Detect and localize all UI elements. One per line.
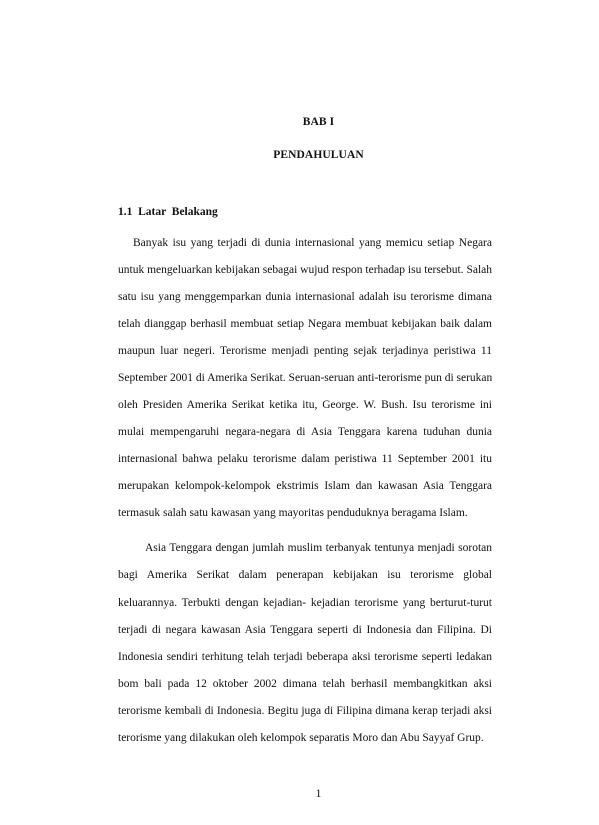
paragraph-line: terorisme yang dilakukan oleh kelompok separatis Moro dan Abu Sayyaf Grup.	[118, 732, 484, 744]
chapter-title: PENDAHULUAN	[273, 149, 364, 161]
paragraph-line: oleh Presiden Amerika Serikat ketika itu, George. W. Bush. Isu terorisme ini	[118, 399, 492, 411]
page-number: 1	[315, 788, 322, 800]
paragraph-line: Indonesia sendiri terhitung telah terjadi beberapa aksi terorisme seperti ledakan	[118, 651, 492, 663]
paragraph-line: termasuk salah satu kawasan yang mayoritas penduduknya beragama Islam.	[118, 507, 468, 519]
paragraph-line: internasional bahwa pelaku terorisme dalam peristiwa 11 September 2001 itu	[118, 453, 492, 465]
paragraph-line: satu isu yang menggemparkan dunia internasional adalah isu terorisme dimana	[118, 291, 492, 303]
paragraph-line: September 2001 di Amerika Serikat. Seruan-seruan anti-terorisme pun di serukan	[118, 372, 493, 384]
paragraph-line: bom bali pada 12 oktober 2002 dimana telah berhasil membangkitkan aksi	[118, 678, 492, 690]
paragraph-line: telah dianggap berhasil membuat setiap Negara membuat kebijakan baik dalam	[118, 318, 492, 330]
chapter-number: BAB I	[302, 116, 335, 128]
paragraph-line: mulai mempengaruhi negara-negara di Asia Tenggara karena tuduhan dunia	[118, 426, 492, 438]
paragraph-line: keluarannya. Terbukti dengan kejadian- kejadian terorisme yang berturut-turut	[118, 597, 492, 609]
paragraph-line: terjadi di negara kawasan Asia Tenggara seperti di Indonesia dan Filipina. Di	[118, 624, 492, 636]
paragraph-line: merupakan kelompok-kelompok ekstrimis Islam dan kawasan Asia Tenggara	[118, 480, 492, 492]
paragraph-line: maupun luar negeri. Terorisme menjadi penting sejak terjadinya peristiwa 11	[118, 345, 492, 357]
paragraph-line: untuk mengeluarkan kebijakan sebagai wujud respon terhadap isu tersebut. Salah	[118, 264, 492, 276]
paragraph-line: Asia Tenggara dengan jumlah muslim terbanyak tentunya menjadi sorotan	[145, 542, 492, 554]
paragraph-line: Banyak isu yang terjadi di dunia internasional yang memicu setiap Negara	[133, 237, 492, 249]
paragraph-line: terorisme kembali di Indonesia. Begitu juga di Filipina dimana kerap terjadi aksi	[118, 705, 492, 717]
paragraph-line: bagi Amerika Serikat dalam penerapan kebijakan isu terorisme global	[118, 569, 492, 581]
section-heading: 1.1 Latar Belakang	[118, 206, 218, 218]
